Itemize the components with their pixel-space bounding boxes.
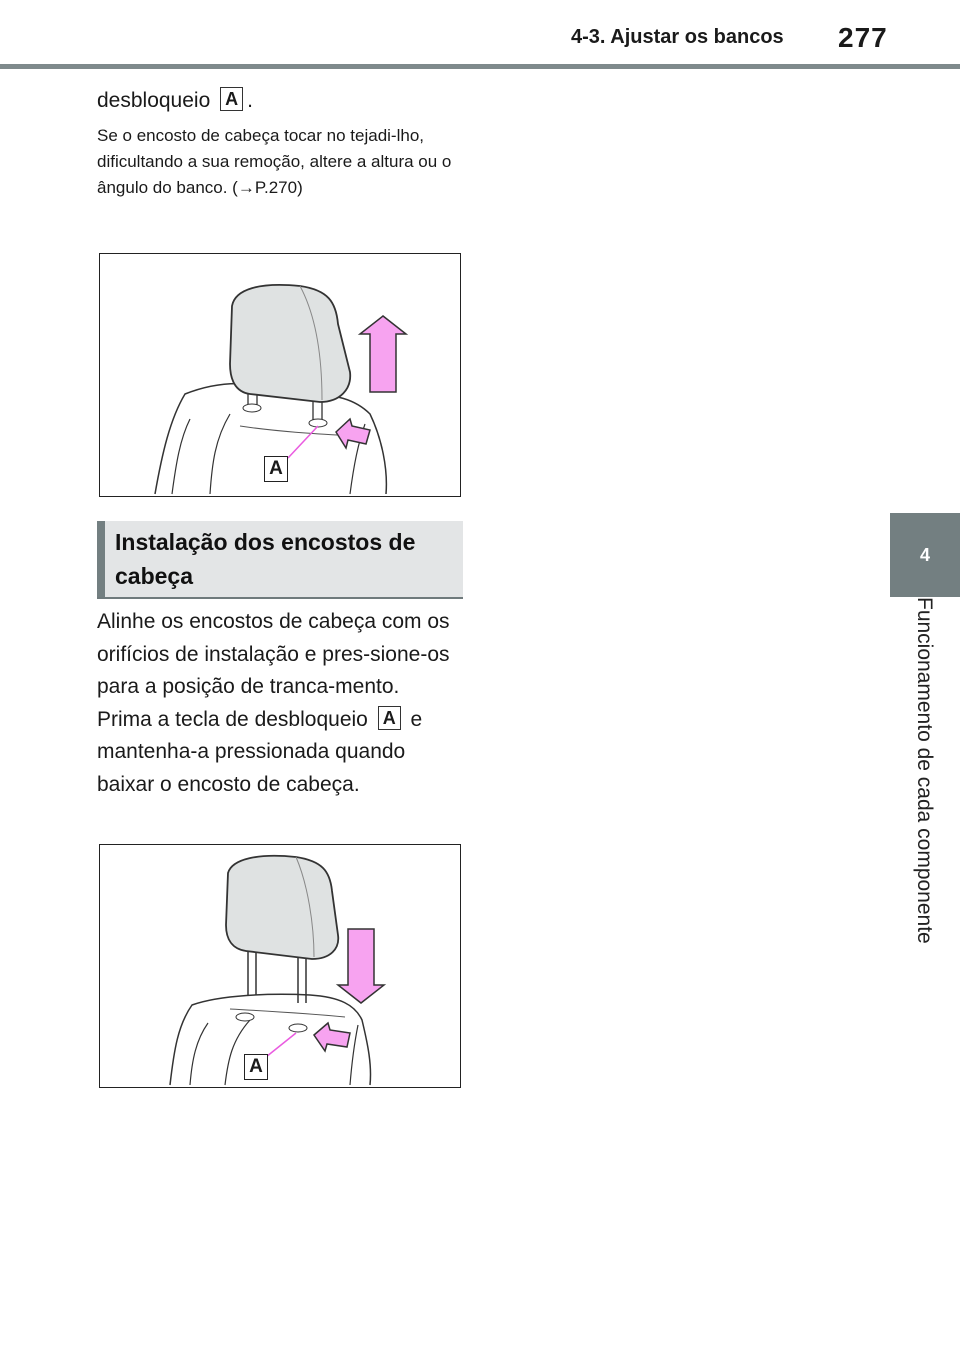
- chapter-title: Funcionamento de cada componente: [913, 597, 936, 944]
- body-paragraph-2: Prima a tecla de desbloqueio: [97, 707, 368, 731]
- body-text: [97, 606, 467, 801]
- chapter-tab: 4: [890, 513, 960, 597]
- body-paragraph-1: Alinhe os encostos de cabeça com os orifícios de instalação e pres-sione-os para a posição de tranca-mento.: [97, 610, 450, 698]
- section-title: Instalação dos encostos de cabeça: [115, 529, 416, 589]
- header-section-title: 4-3. Ajustar os bancos: [571, 26, 784, 48]
- chapter-side-label: [890, 597, 960, 1117]
- figure1-label-a: A: [264, 456, 288, 482]
- body-paragraph-2-cont: e mantenha-a pressionada quando baixar o encosto de cabeça.: [97, 707, 423, 796]
- section-heading: [97, 521, 463, 599]
- intro-text: desbloqueio: [97, 89, 211, 112]
- key-label-a: A: [220, 87, 243, 111]
- figure2-label-a: A: [244, 1054, 268, 1080]
- body-key-label-a: A: [378, 706, 401, 730]
- note-text: Se o encosto de cabeça tocar no tejadi-lho, dificultando a sua remoção, altere a altura ou o ângulo do banco. (→P.270): [97, 126, 452, 197]
- header-rule: [0, 64, 960, 69]
- figure-remove-headrest: [99, 253, 461, 497]
- figure-install-headrest: [99, 844, 461, 1088]
- section-accent-bar: [97, 521, 105, 597]
- intro-period: .: [247, 89, 253, 112]
- intro-line: [97, 84, 253, 118]
- page-number: 277: [838, 22, 888, 53]
- headrest-install-illustration: [100, 845, 460, 1087]
